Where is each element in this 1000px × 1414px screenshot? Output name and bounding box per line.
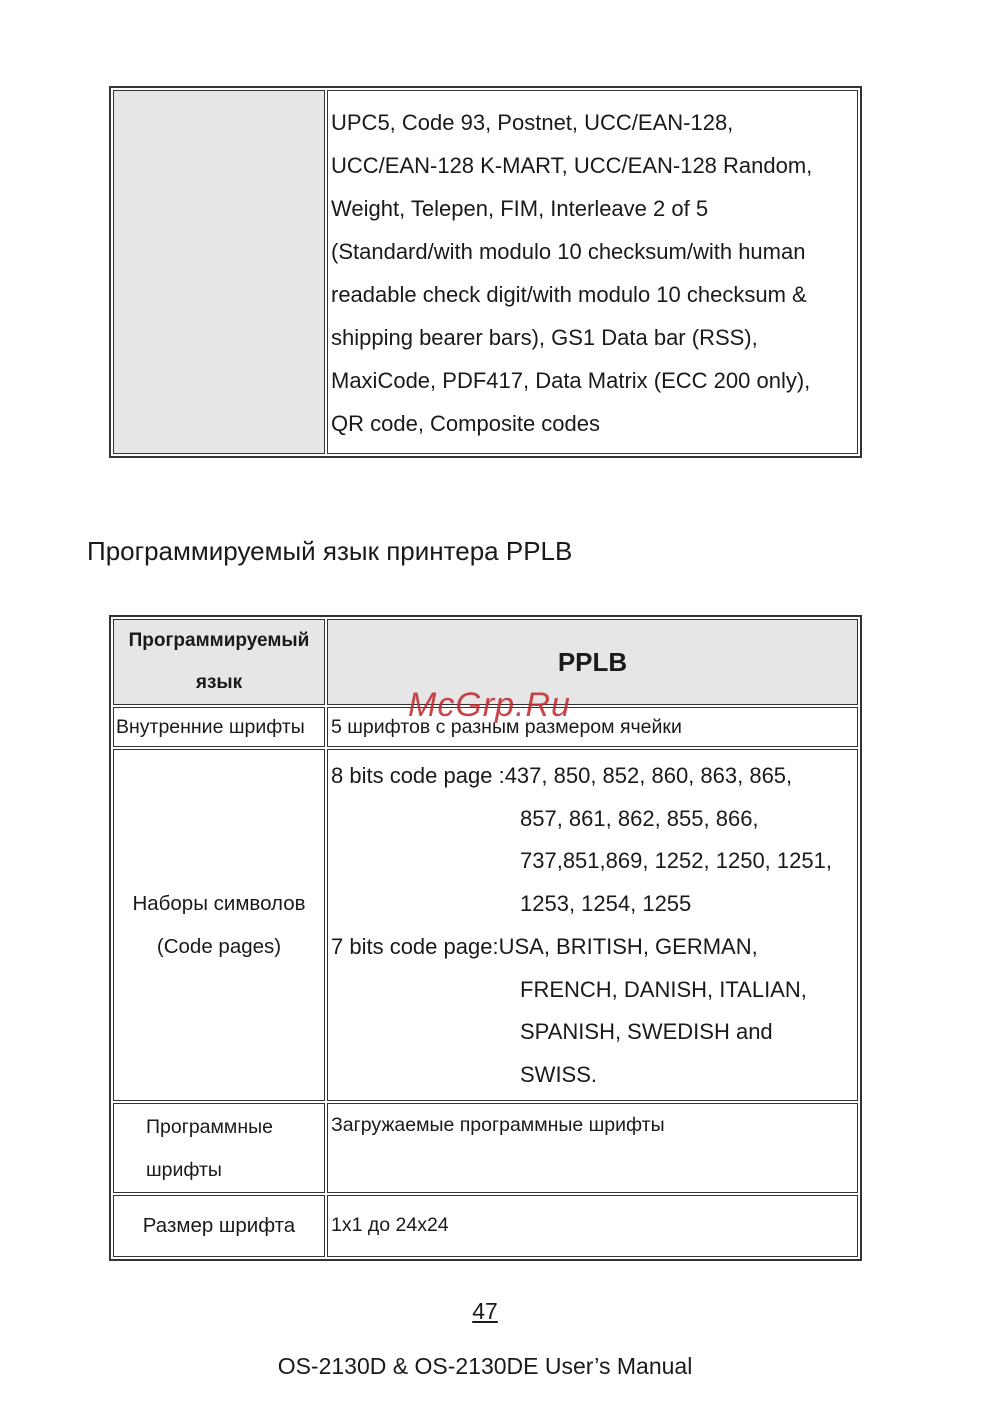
internal-fonts-label: Внутренние шрифты <box>113 707 325 747</box>
code-page-values: 437, 850, 852, 860, 863, 865, <box>504 763 793 788</box>
internal-fonts-value: 5 шрифтов с разным размером ячейки <box>327 707 858 747</box>
text-line: MaxiCode, PDF417, Data Matrix (ECC 200 only), <box>331 368 811 393</box>
code-page-values: USA, BRITISH, GERMAN, <box>498 933 758 959</box>
text-line: readable check digit/with modulo 10 checksum & <box>331 282 807 307</box>
soft-fonts-value: Загружаемые программные шрифты <box>327 1103 858 1193</box>
text-line: shipping bearer bars), GS1 Data bar (RSS), <box>331 325 758 350</box>
header-label-line: язык <box>195 672 243 693</box>
table-row <box>113 90 858 454</box>
header-label-line: Программируемый <box>128 630 310 651</box>
code-page-values: SWISS. <box>520 1061 598 1087</box>
empty-label-cell <box>113 90 325 454</box>
code-page-values: 737,851,869, 1252, 1250, 1251, <box>520 848 832 874</box>
barcode-list-cell <box>327 90 858 454</box>
eight-bit-label: 8 bits code page : <box>331 763 505 788</box>
code-page-line <box>331 926 854 969</box>
text-line: QR code, Composite codes <box>331 411 601 436</box>
code-page-values: SPANISH, SWEDISH and <box>520 1019 773 1045</box>
code-page-values: FRENCH, DANISH, ITALIAN, <box>520 976 807 1002</box>
code-page-values: 857, 861, 862, 855, 866, <box>520 805 759 831</box>
text-line: UPC5, Code 93, Postnet, UCC/EAN-128, <box>331 110 734 135</box>
page-number: 47 <box>472 1298 498 1324</box>
soft-fonts-label-line: шрифты <box>146 1158 222 1181</box>
code-page-values: 1253, 1254, 1255 <box>520 891 692 917</box>
table-row <box>113 1103 858 1193</box>
header-pplb-cell: PPLB <box>327 619 858 705</box>
soft-fonts-label <box>113 1103 325 1193</box>
code-pages-label-line: (Code pages) <box>156 934 282 958</box>
text-line: Weight, Telepen, FIM, Interleave 2 of 5 <box>331 196 709 221</box>
text-line: (Standard/with modulo 10 checksum/with human <box>331 239 806 264</box>
seven-bit-label: 7 bits code page: <box>331 933 499 959</box>
footer-manual-title: OS-2130D & OS-2130DE User’s Manual <box>277 1353 693 1379</box>
section-title: Программируемый язык принтера PPLB <box>87 536 573 566</box>
font-size-value: 1x1 до 24x24 <box>327 1195 858 1257</box>
soft-fonts-label-line: Программные <box>146 1115 273 1138</box>
code-pages-label-line: Наборы символов <box>132 891 306 915</box>
watermark-text: McGrp.Ru <box>408 686 571 724</box>
font-size-label: Размер шрифта <box>113 1195 325 1257</box>
barcode-table-continued <box>109 86 862 458</box>
code-pages-value <box>327 749 858 1101</box>
header-language-cell <box>113 619 325 705</box>
code-page-line <box>331 755 854 798</box>
text-line: UCC/EAN-128 K-MART, UCC/EAN-128 Random, <box>331 153 813 178</box>
code-pages-label <box>113 749 325 1101</box>
table-row <box>113 749 858 1101</box>
table-row <box>113 1195 858 1257</box>
